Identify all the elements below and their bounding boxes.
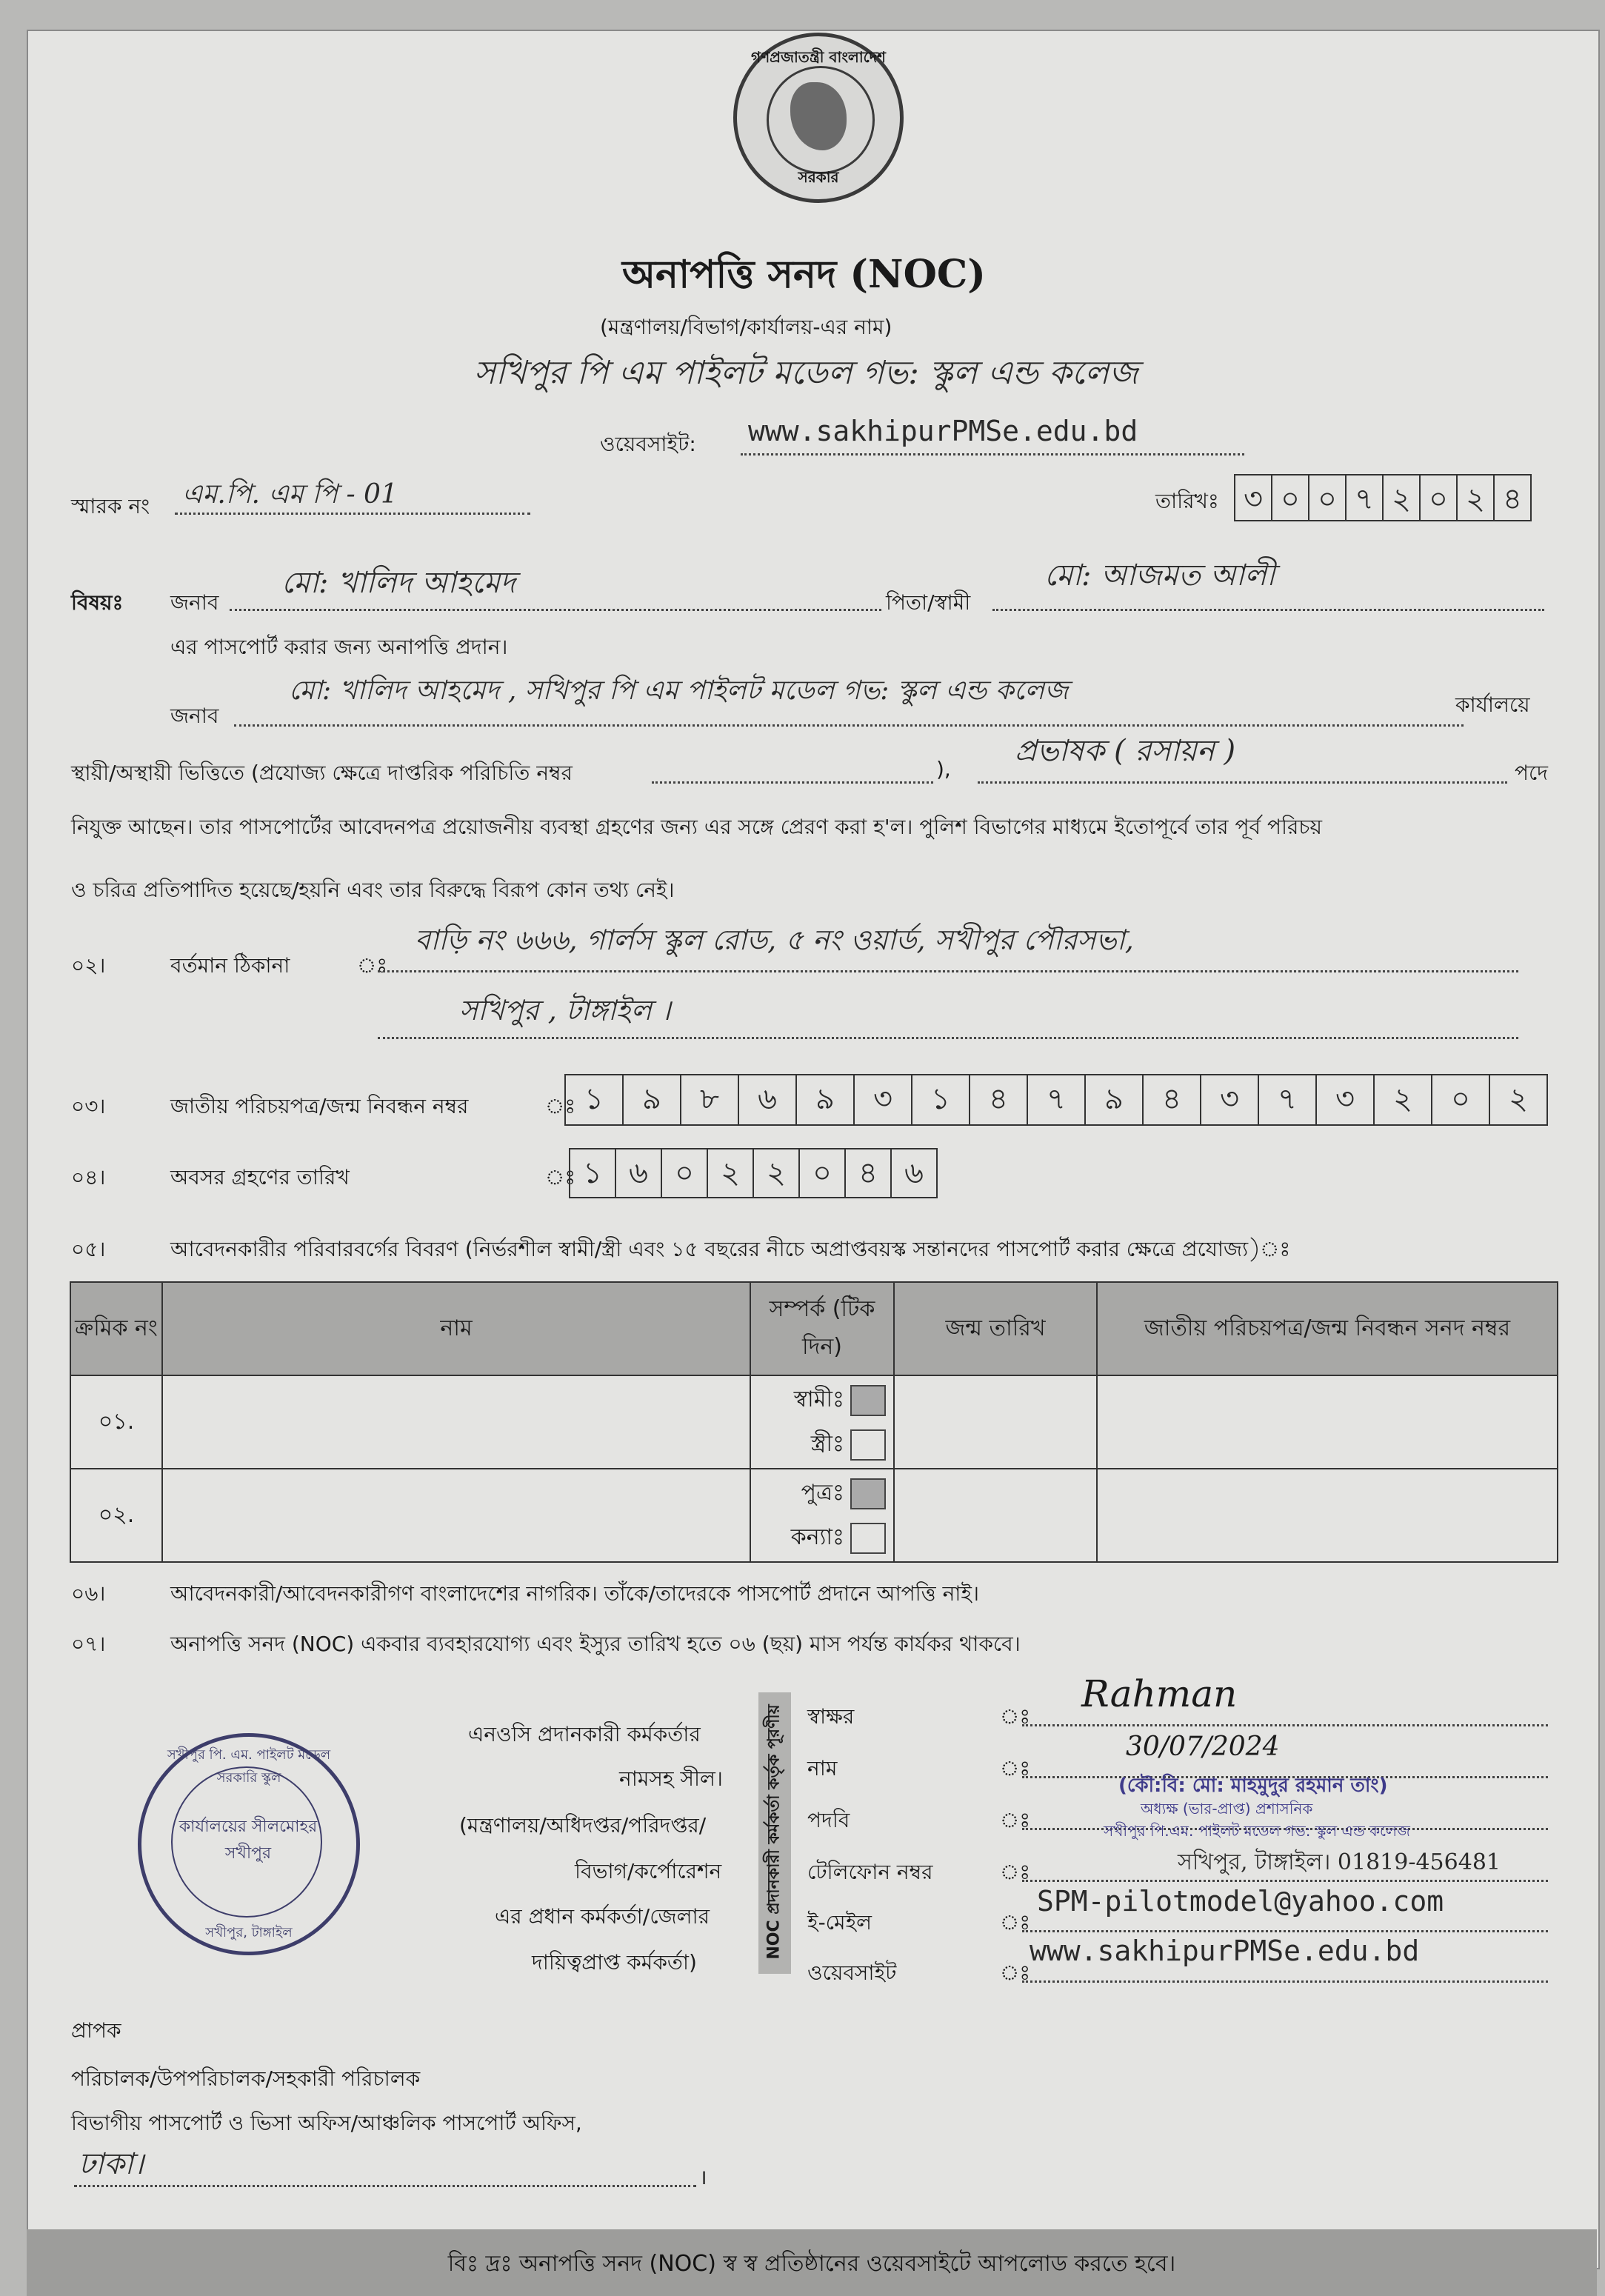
applicant-name: মো: খালিদ আহমেদ: [281, 566, 516, 600]
subject-mr-label: জনাব: [170, 590, 219, 615]
son-checkbox[interactable]: [850, 1478, 886, 1509]
office-name: সখিপুর পি এম পাইলট মডেল গভ: স্কুল এন্ড কলেজ: [474, 354, 1138, 392]
table-row: ০১. স্বামীঃ স্ত্রীঃ: [70, 1375, 1558, 1469]
seal-ring-bottom: সরকার: [798, 168, 839, 186]
memo-label: স্মারক নং: [71, 494, 150, 518]
body-line2-mid: ),: [936, 757, 951, 781]
note7-number: ০৭।: [71, 1632, 106, 1656]
nid-cell[interactable]: [1097, 1375, 1558, 1469]
body-mr-label: জনাব: [170, 704, 219, 728]
item4-number: ০৪।: [71, 1165, 106, 1189]
item2-label: বর্তমান ঠিকানা: [170, 953, 290, 978]
address-line2: সখিপুর , টাঙ্গাইল ।: [459, 994, 671, 1027]
officer-website: www.sakhipurPMSe.edu.bd: [1030, 1935, 1420, 1967]
officer-signature: Rahman: [1081, 1672, 1238, 1715]
name-cell[interactable]: [162, 1375, 750, 1469]
item4-label: অবসর গ্রহণের তারিখ: [170, 1165, 350, 1189]
item2-number: ০২।: [71, 953, 106, 978]
officer-phone: সখিপুর, টাঙ্গাইল। 01819-456481: [1178, 1849, 1501, 1875]
body-line4: ও চরিত্র প্রতিপাদিত হয়েছে/হয়নি এবং তার বিরুদ্ধে বিরূপ কোন তথ্য নেই।: [71, 878, 675, 902]
body-handwritten-line: মো: খালিদ আহমেদ , সখিপুর পি এম পাইলট মডেল গভ: স্কুল এন্ড কলেজ: [289, 675, 1069, 706]
footer-note: বিঃ দ্রঃ অনাপত্তি সনদ (NOC) স্ব স্ব প্রতিষ্ঠানের ওয়েবসাইটে আপলোড করতে হবে।: [447, 2251, 1176, 2277]
name-cell[interactable]: [162, 1469, 750, 1562]
recipient-line2: বিভাগীয় পাসপোর্ট ও ভিসা অফিস/আঞ্চলিক পাসপোর্ট অফিস,: [71, 2111, 582, 2135]
memo-value: এম.পি. এম পি - 01: [182, 479, 398, 510]
office-seal-stamp: সখীপুর পি. এম. পাইলট মডেল সরকারি স্কুল কার্যালয়ের সীলমোহর সখীপুর সখীপুর, টাঙ্গাইল: [138, 1733, 360, 1955]
recipient-line1: পরিচালক/উপপরিচালক/সহকারী পরিচালক: [71, 2066, 421, 2091]
date-boxes: ৩ ০ ০ ৭ ২ ০ ২ ৪: [1234, 474, 1532, 521]
subject-line2: এর পাসপোর্ট করার জন্য অনাপত্তি প্রদান।: [170, 635, 508, 659]
body-line2-prefix: স্থায়ী/অস্থায়ী ভিত্তিতে (প্রযোজ্য ক্ষেত্রে দাপ্তরিক পরিচিতি নম্বর: [71, 761, 573, 785]
note7-text: অনাপত্তি সনদ (NOC) একবার ব্যবহারযোগ্য এবং ইস্যুর তারিখ হতে ০৬ (ছয়) মাস পর্যন্ত কার্যকর থাকবে।: [170, 1632, 1021, 1656]
signature-date: 30/07/2024: [1126, 1732, 1280, 1762]
dob-cell[interactable]: [894, 1375, 1097, 1469]
subject-label: বিষয়ঃ: [71, 590, 124, 615]
family-table: [70, 1281, 1558, 1563]
seal-ring-top: গণপ্রজাতন্ত্রী বাংলাদেশ: [750, 48, 887, 66]
father-name: মো: আজমত আলী: [1044, 558, 1275, 593]
website-value: www.sakhipurPMSe.edu.bd: [748, 415, 1138, 447]
note6-text: আবেদনকারী/আবেদনকারীগণ বাংলাদেশের নাগরিক। তাঁকে/তাদেরকে পাসপোর্ট প্রদানে আপত্তি নাই।: [170, 1581, 980, 1606]
date-label: তারিখঃ: [1155, 489, 1219, 513]
officer-email: SPM-pilotmodel@yahoo.com: [1037, 1885, 1444, 1918]
page-subtitle: (মন্ত্রণালয়/বিভাগ/কার্যালয়-এর নাম): [600, 315, 892, 339]
note6-number: ০৬।: [71, 1581, 106, 1606]
item5-number: ০৫।: [71, 1237, 106, 1261]
post-suffix: পদে: [1515, 761, 1548, 785]
table-row: ০২. পুত্রঃ কন্যাঃ: [70, 1469, 1558, 1562]
nid-cell[interactable]: [1097, 1469, 1558, 1562]
item5-label: আবেদনকারীর পরিবারবর্গের বিবরণ (নির্ভরশীল স্বামী/স্ত্রী এবং ১৫ বছরের নীচে অপ্রাপ্তবয়স্ক সন্তানদের পাসপোর্ট করার ক্ষেত্রে প্রযোজ্য)ঃ: [170, 1237, 1291, 1261]
website-label: ওয়েবসাইট:: [600, 432, 696, 456]
page-title: অনাপত্তি সনদ (NOC): [622, 252, 986, 297]
nid-boxes: ১ ৯ ৮ ৬ ৯ ৩ ১ ৪ ৭ ৯ ৪ ৩ ৭ ৩ ২ ০ ২: [564, 1074, 1548, 1126]
retire-date-boxes: ১ ৬ ০ ২ ২ ০ ৪ ৬: [569, 1148, 938, 1198]
address-line1: বাড়ি নং ৬৬৬, গার্লস স্কুল রোড, ৫ নং ওয়ার্ড, সখীপুর পৌরসভা,: [415, 924, 1134, 956]
husband-checkbox[interactable]: [850, 1385, 886, 1416]
dob-cell[interactable]: [894, 1469, 1097, 1562]
government-seal-logo: [733, 33, 904, 203]
office-suffix: কার্যালয়ে: [1455, 693, 1530, 717]
officer-name-stamp: (কৌ:বি: মো: মাহমুদুর রহমান তাং): [1118, 1775, 1388, 1797]
item3-label: জাতীয় পরিচয়পত্র/জন্ম নিবন্ধন নম্বর: [170, 1094, 469, 1118]
designation: প্রভাষক ( রসায়ন ): [1015, 734, 1236, 768]
vertical-label-bar: NOC প্রদানকারী কর্মকর্তা কর্তৃক পূরণীয়: [758, 1692, 791, 1974]
daughter-checkbox[interactable]: [850, 1523, 886, 1554]
body-line3: নিযুক্ত আছেন। তার পাসপোর্টের আবেদনপত্র প্রয়োজনীয় ব্যবস্থা গ্রহণের জন্য এর সঙ্গে প্রেরণ করা হ'ল। পুলিশ বিভাগের মাধ্যমে ইতোপূর্বে তার পূর্ব পরিচয়: [71, 815, 1322, 839]
recipient-heading: প্রাপক: [71, 2018, 121, 2043]
recipient-city: ঢাকা।: [79, 2147, 144, 2181]
table-header-row: ক্রমিক নং নাম সম্পর্ক (টিক দিন) জন্ম তারিখ জাতীয় পরিচয়পত্র/জন্ম নিবন্ধন সনদ নম্বর: [70, 1282, 1558, 1375]
father-label: পিতা/স্বামী: [886, 590, 971, 615]
designation-stamp-1: অধ্যক্ষ (ভার-প্রাপ্ত) প্রশাসনিক: [1141, 1800, 1313, 1818]
designation-stamp-2: সখীপুর পি.এম. পাইলট মডেল গভ: স্কুল এন্ড কলেজ: [1104, 1822, 1410, 1840]
wife-checkbox[interactable]: [850, 1429, 886, 1461]
item3-number: ০৩।: [71, 1094, 106, 1118]
footer-note-bar: [27, 2229, 1597, 2296]
